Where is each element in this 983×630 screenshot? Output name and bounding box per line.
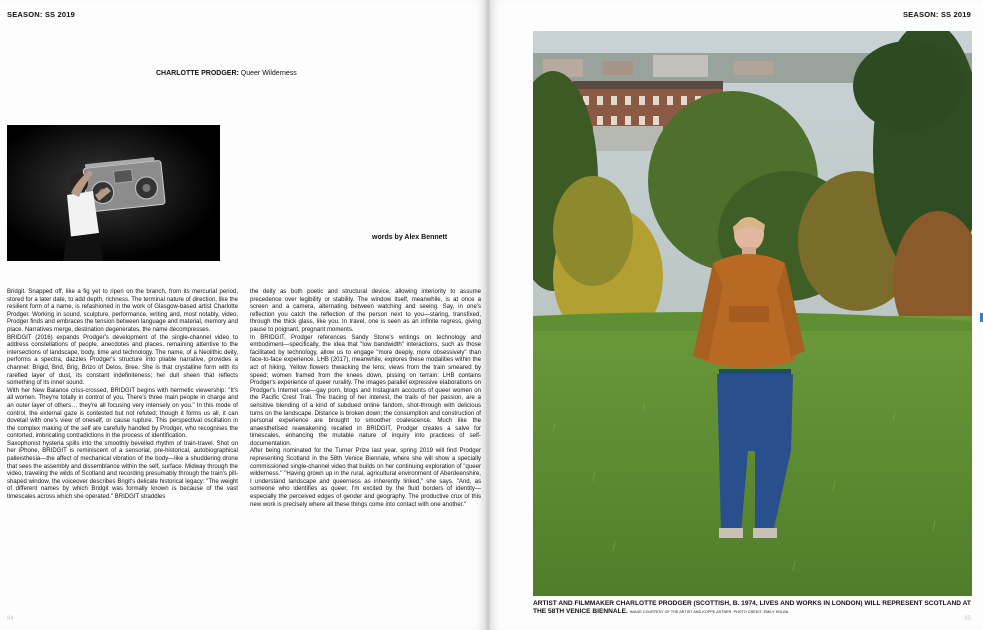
- article-title-subtitle: Queer Wilderness: [238, 70, 297, 77]
- article-title: [156, 70, 297, 77]
- paragraph: the deity as both poetic and structural device, allowing interiority to assume precedence over legibility or stability. The window itself, meanwhile, is at once a screen and a camera, alternating between watching and seeing. Say, in one's reflection you catch the reflection of the person next to you—staring, transfixed, through the thick glass, like you. In travel, one is seen as an infinite regress, giving pause to poignant, pregnant moments.: [250, 289, 481, 333]
- left-page: [0, 0, 486, 630]
- boombox-performance-photo: [7, 125, 220, 261]
- portrait-photo: [533, 31, 972, 596]
- season-label-right: SEASON: SS 2019: [902, 10, 971, 19]
- right-page: [490, 0, 983, 630]
- text-column-2: [250, 289, 481, 509]
- photo-caption: [533, 600, 973, 617]
- photo-credit: IMAGE COURTESY OF THE ARTIST AND KOPPE ASTNER. PHOTO CREDIT: EMILY HOLBA: [629, 610, 789, 615]
- article-title-name: CHARLOTTE PRODGER:: [156, 70, 239, 77]
- page-number-left: 84: [7, 616, 14, 622]
- article-body: [7, 289, 481, 509]
- paragraph: BRIDGIT (2016) expands Prodger's development of the single-channel video to address constellations of people, anecdotes and places, remaining attentive to the intersections of landscape, body, time and technology. The name, of a Neolithic deity, performs a spectra, dazzles Prodger's structure into pliable narrative, provides a channel: Brigid, Brid, Brig, Brizo of Delos, Bree. She is that crystalline form with its rarefied layer of dust, its constant indefiniteness; her dull sheen that reflects something of its inner sound.: [7, 334, 238, 387]
- paragraph: Bridgit. Snapped off, like a fig yet to ripen on the branch, from its mercurial period, stored for a later date, to add depth, richness. The terminal nature of direction, like the resilient form of a name, is refashioned in the work of Glasgow-based artist Charlotte Prodger. Working in sound, sculpture, performance, writing and, most notably, video, Prodger finds and embraces the tension between language and material, memory and place. Narratives merge, destination degenerates, the name decompresses.: [7, 289, 238, 333]
- season-label-left: SEASON: SS 2019: [7, 10, 76, 19]
- page-number-right: 85: [964, 616, 971, 622]
- byline: words by Alex Bennett: [372, 234, 448, 241]
- paragraph: After being nominated for the Turner Prize last year, spring 2019 will find Prodger representing Scotland in the 58th Venice Biennale, where she will show a specially commissioned single-channel video that builds on her continuing exploration of "queer wilderness." "Having grown up in the rural, agricultural environment of Aberdeenshire, I understand landscape and queerness as inherently linked," she says. "And, as someone who identifies as queer, I'm excited by the fluid borders of identity—especially the perceived edges of gender and geography. The productive crux of this new work is precisely where all these things come into contact with one another.": [250, 448, 481, 508]
- paragraph: In BRIDGIT, Prodger references Sandy Stone's writings on technology and embodiment—specifically, the idea that "low bandwidth" interactions, such as those facilitated by technology, allow us to engage "more deeply, more obsessively" than face-to-face experience. LHB (2017), meanwhile, explores these modalities within the act of hiking. Yellow flowers thwacking the lens; views from the train smeared by speed; women framed from the knees down, pissing on terrain: LHB contains Prodger's experience of queer rurality. The images parallel expressive elaborations on Prodger's Internet use—gay porn, blogs and Instagram accounts of queer women on the Pacific Crest Trail. The tracing of her interest, the trails of her passion, are a sensitive blending of a kind of subdued online fandom, shot-through with delicious turns on the landscape. Distance is broken down; the consumption and construction of personal experience are brought to smoother coalescence. Much like the anaesthetised reawakening recalled in BRIDGIT, Prodger creates a salve for timescales, enhancing the mutable nature of inquiry into practices of self-documentation.: [250, 334, 481, 447]
- text-column-1: [7, 289, 238, 509]
- paragraph: Saxophonist hysteria spills into the smoothly bevelled rhythm of train-travel. Shot on her iPhone, BRIDGIT is reminiscent of a sensorial, pre-historical, autobiographical palleisthesia—the affect of mechanical vibration of the body—like a shuddering drone that sees the assembly and dissemblance within the self, surface. Midway through the video, traveling the wilds of Scotland and recording presumably through the train's pill-shaped window, the voiceover describes Brigit's delicate historical legacy: "The weight of different names by which Bridgit was formally known is because of the vast timescales across which she operated." BRIDGIT straddles: [7, 440, 238, 501]
- caption-text: ARTIST AND FILMMAKER CHARLOTTE PRODGER (SCOTTISH, B. 1974, LIVES AND WORKS IN LONDON) WILL REPRESENT SCOTLAND AT THE 58TH VENICE BIENNALE.: [533, 600, 971, 616]
- portrait-in-park-illustration: [533, 31, 972, 596]
- paragraph: With her New Balance criss-crossed, BRIDGIT begins with hermetic viewership: "It's all women. They're totally in control of you. There's three main people in charge and an outer layer of others… they're all focusing very intensely on you." In this mode of control, the external gaze is contested but not refuted; though it forms us all, it can dovetail with one's view of oneself, or cause rupture. This perspectival oscillation in the complex making of the self are carefully handled by Prodger, who recognises the contorted, imbricating contradictions in the process of identification.: [7, 387, 238, 440]
- boombox-performance-illustration: [7, 125, 220, 261]
